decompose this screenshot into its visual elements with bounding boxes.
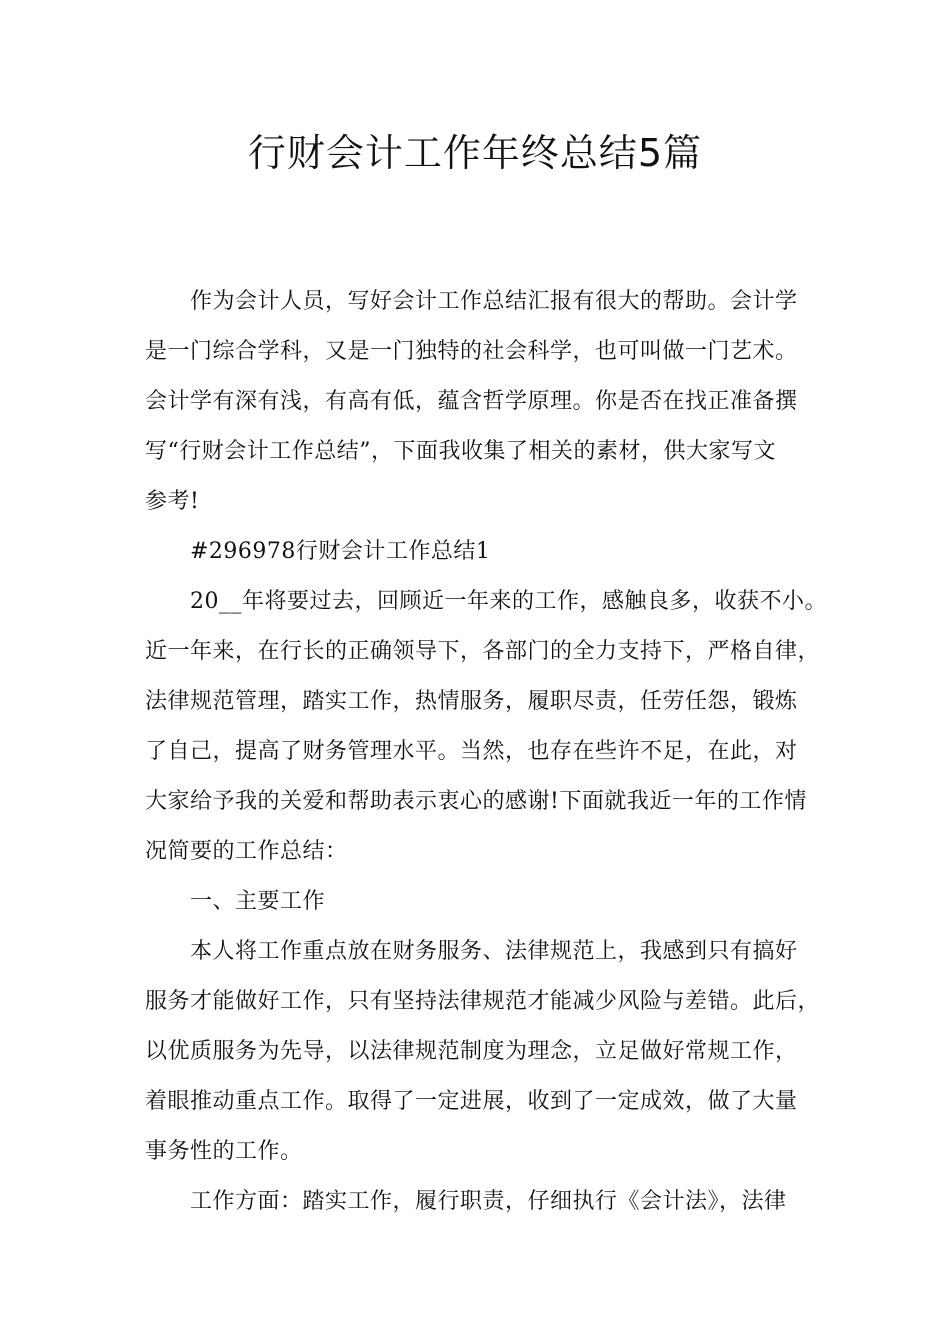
- document-body: [145, 284, 827, 1234]
- document-title: 行财会计工作年终总结5篇: [247, 131, 703, 175]
- paragraph-line: 近一年来，在行长的正确领导下，各部门的全力支持下，严格自律，: [145, 639, 821, 664]
- paragraph-line: 着眼推动重点工作。取得了一定进展，收到了一定成效，做了大量: [145, 1089, 798, 1114]
- section-heading: #296978行财会计工作总结1: [190, 539, 491, 564]
- paragraph-line: 况简要的工作总结：: [145, 839, 348, 864]
- section-heading: 一、主要工作: [190, 889, 326, 914]
- paragraph-line: 写“行财会计工作总结”，下面我收集了相关的素材，供大家写文: [145, 439, 776, 464]
- paragraph-line: 事务性的工作。: [145, 1139, 303, 1164]
- paragraph-line: 参考!: [145, 489, 200, 514]
- paragraph-line: 工作方面：踏实工作，履行职责，仔细执行《会计法》，法律: [190, 1189, 787, 1214]
- paragraph-line: 本人将工作重点放在财务服务、法律规范上，我感到只有搞好: [190, 939, 798, 964]
- paragraph-line: 作为会计人员，写好会计工作总结汇报有很大的帮助。会计学: [190, 289, 798, 314]
- paragraph-line: 了自己，提高了财务管理水平。当然，也存在些许不足，在此，对: [145, 739, 798, 764]
- paragraph-line: 20__年将要过去，回顾近一年来的工作，感触良多，收获不小。: [190, 589, 827, 614]
- paragraph-line: 大家给予我的关爱和帮助表示衷心的感谢!下面就我近一年的工作情: [145, 789, 807, 814]
- paragraph-line: 是一门综合学科，又是一门独特的社会科学，也可叫做一门艺术。: [145, 339, 798, 364]
- paragraph-line: 服务才能做好工作，只有坚持法律规范才能减少风险与差错。此后，: [145, 989, 821, 1014]
- paragraph-line: 法律规范管理，踏实工作，热情服务，履职尽责，任劳任怨，锻炼: [145, 689, 798, 714]
- paragraph-line: 以优质服务为先导，以法律规范制度为理念，立足做好常规工作，: [145, 1039, 798, 1064]
- paragraph-line: 会计学有深有浅，有高有低，蕴含哲学原理。你是否在找正准备撰: [145, 389, 798, 414]
